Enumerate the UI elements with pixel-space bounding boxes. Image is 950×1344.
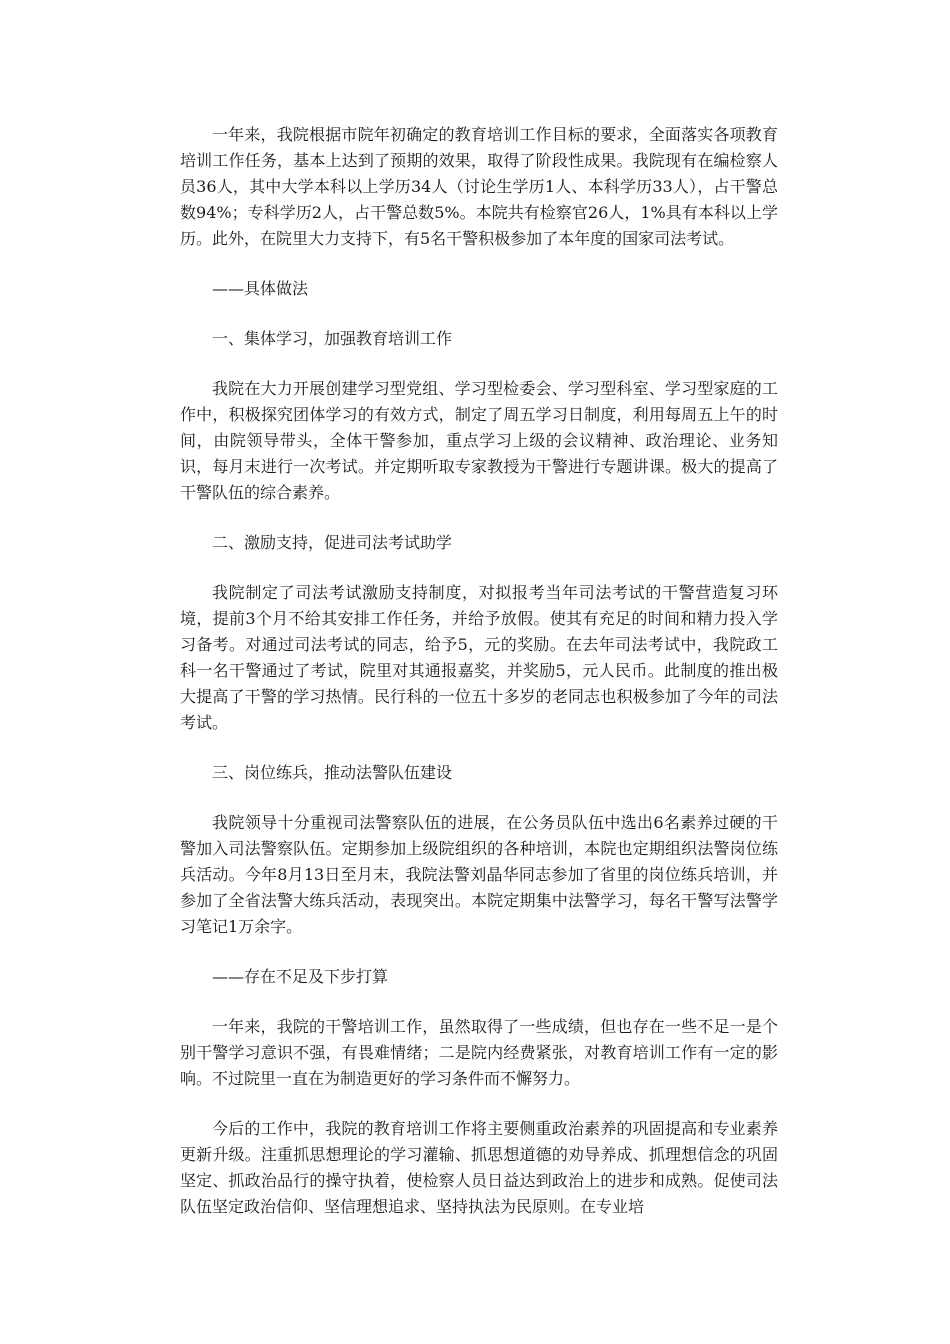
subheading-judicial-exam-incentive: 二、激励支持，促进司法考试助学: [212, 533, 453, 552]
paragraph-intro: 一年来，我院根据市院年初确定的教育培训工作目标的要求，全面落实各项教育培训工作任务，基本上达到了预期的效果，取得了阶段性成果。我院现有在编检察人员36人，其中大学本科以上学历34人（讨论生学历1人、本科学历33人），占干警总数94%；专科学历2人，占干警总数5%。本院共有检察官26人，1%具有本科以上学历。此外，在院里大力支持下，有5名干警积极参加了本年度的国家司法考试。: [180, 125, 778, 248]
paragraph-collective-study: 我院在大力开展创建学习型党组、学习型检委会、学习型科室、学习型家庭的工作中，积极探究团体学习的有效方式，制定了周五学习日制度，利用每周五上午的时间，由院领导带头，全体干警参加，重点学习上级的会议精神、政治理论、业务知识，每月末进行一次考试。并定期听取专家教授为干警进行专题讲课。极大的提高了干警队伍的综合素养。: [180, 379, 778, 502]
paragraph-shortcomings: 一年来，我院的干警培训工作，虽然取得了一些成绩，但也存在一些不足一是个别干警学习意识不强，有畏难情绪；二是院内经费紧张，对教育培训工作有一定的影响。不过院里一直在为制造更好的学习条件而不懈努力。: [180, 1017, 778, 1088]
section-heading-specific-methods: ——具体做法: [212, 279, 309, 298]
paragraph-judicial-exam-incentive: 我院制定了司法考试激励支持制度，对拟报考当年司法考试的干警营造复习环境，提前3个月不给其安排工作任务，并给予放假。使其有充足的时间和精力投入学习备考。对通过司法考试的同志，给予5，元的奖励。在去年司法考试中，我院政工科一名干警通过了考试，院里对其通报嘉奖，并奖励5，元人民币。此制度的推出极大提高了干警的学习热情。民行科的一位五十多岁的老同志也积极参加了今年的司法考试。: [180, 583, 778, 732]
paragraph-post-training: 我院领导十分重视司法警察队伍的进展，在公务员队伍中选出6名素养过硬的干警加入司法警察队伍。定期参加上级院组织的各种培训，本院也定期组织法警岗位练兵活动。今年8月13日至月末，我院法警刘晶华同志参加了省里的岗位练兵培训，并参加了全省法警大练兵活动，表现突出。本院定期集中法警学习，每名干警写法警学习笔记1万余字。: [180, 813, 778, 936]
paragraph-future-plans: 今后的工作中，我院的教育培训工作将主要侧重政治素养的巩固提高和专业素养更新升级。注重抓思想理论的学习灌输、抓思想道德的劝导养成、抓理想信念的巩固坚定、抓政治品行的操守执着，使检察人员日益达到政治上的进步和成熟。促使司法队伍坚定政治信仰、坚信理想追求、坚持执法为民原则。在专业培: [180, 1119, 778, 1216]
section-heading-shortcomings-plans: ——存在不足及下步打算: [212, 967, 389, 986]
subheading-collective-study: 一、集体学习，加强教育培训工作: [212, 329, 453, 348]
document-body: [180, 122, 778, 1244]
subheading-post-training: 三、岗位练兵，推动法警队伍建设: [212, 763, 453, 782]
